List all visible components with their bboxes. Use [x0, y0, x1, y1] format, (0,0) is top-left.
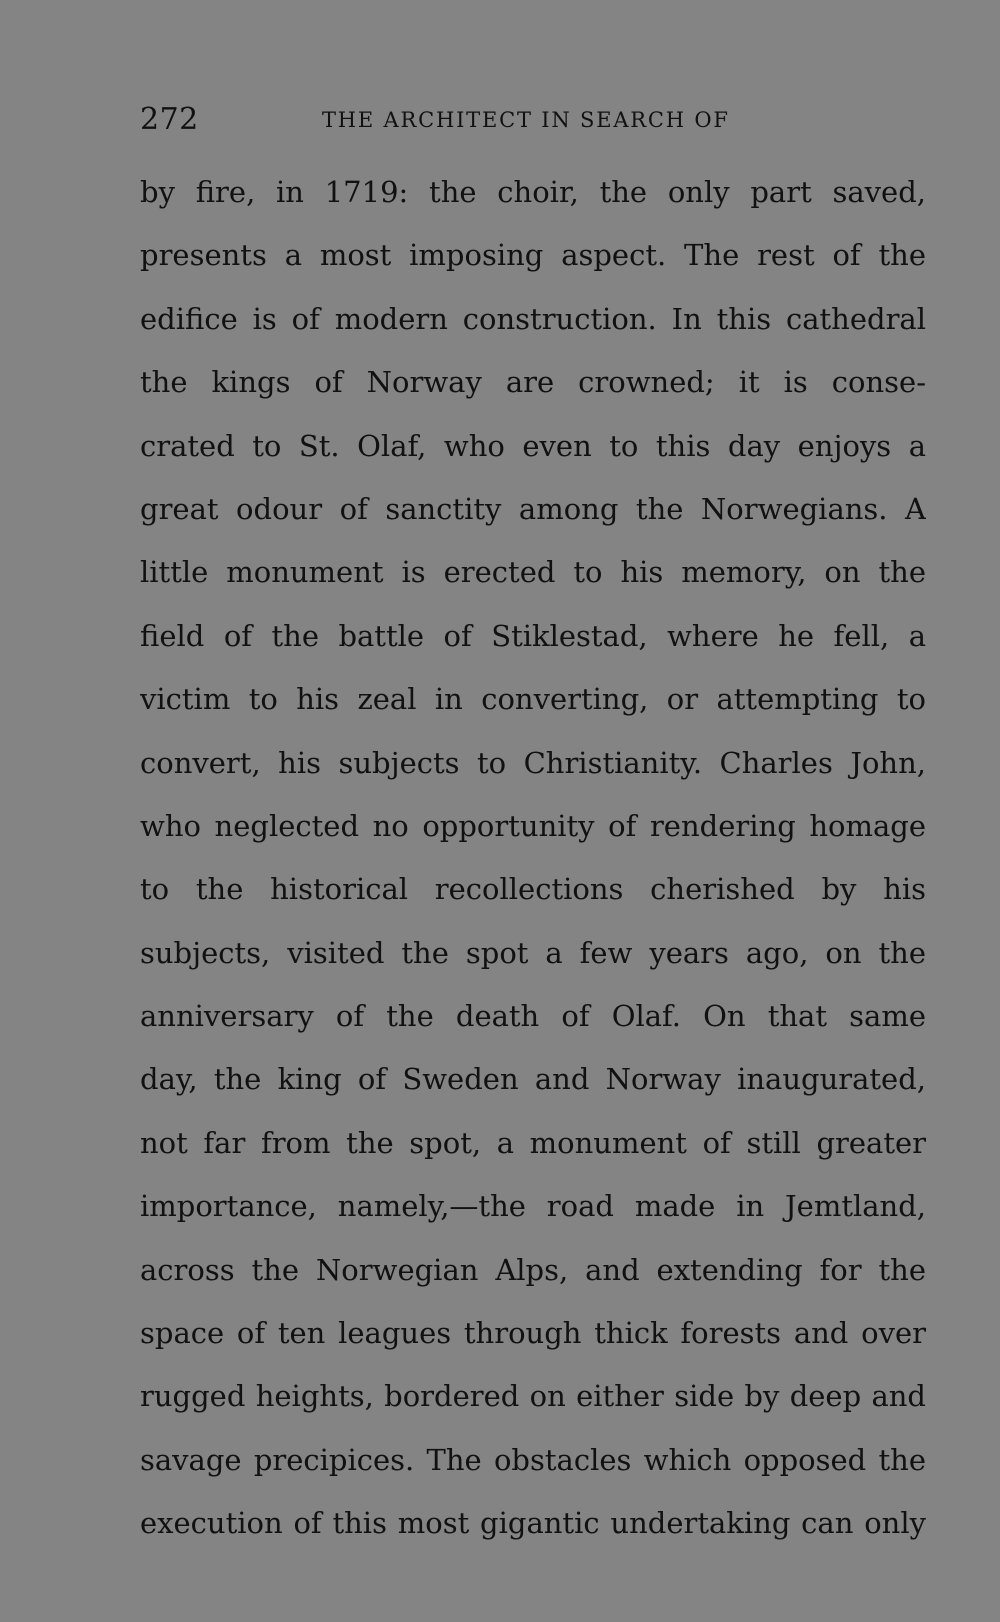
- text-line: anniversary of the death of Olaf. On that same: [140, 999, 926, 1034]
- text-line: not far from the spot, a monument of still greater: [140, 1125, 926, 1160]
- text-line: savage precipices. The obstacles which opposed the: [140, 1442, 926, 1477]
- body-text: [140, 161, 926, 1556]
- text-line: who neglected no opportunity of rendering homage: [140, 808, 926, 843]
- text-line: convert, his subjects to Christianity. Charles John,: [140, 745, 926, 780]
- text-line: importance, namely,—the road made in Jemtland,: [140, 1189, 926, 1224]
- text-line: space of ten leagues through thick forests and over: [140, 1316, 926, 1351]
- text-line: the kings of Norway are crowned; it is conse-: [140, 365, 926, 400]
- text-line: rugged heights, bordered on either side by deep and: [140, 1379, 926, 1414]
- text-line: great odour of sanctity among the Norwegians. A: [140, 491, 926, 526]
- text-line: presents a most imposing aspect. The rest of the: [140, 238, 926, 273]
- text-line: little monument is erected to his memory, on the: [140, 555, 926, 590]
- text-line: execution of this most gigantic undertaking can only: [140, 1506, 926, 1541]
- text-line: by fire, in 1719: the choir, the only part saved,: [140, 175, 926, 209]
- running-title: THE ARCHITECT IN SEARCH OF: [322, 108, 730, 132]
- page-header: [140, 98, 926, 142]
- text-line: subjects, visited the spot a few years ago, on the: [140, 935, 926, 970]
- text-line: victim to his zeal in converting, or attempting to: [140, 682, 926, 717]
- text-line: field of the battle of Stiklestad, where he fell, a: [140, 618, 926, 653]
- text-line: day, the king of Sweden and Norway inaugurated,: [140, 1062, 926, 1097]
- text-line: to the historical recollections cherished by his: [140, 872, 926, 907]
- text-line: edifice is of modern construction. In this cathedral: [140, 301, 926, 336]
- text-line: across the Norwegian Alps, and extending for the: [140, 1252, 926, 1287]
- page-number: 272: [140, 102, 199, 137]
- text-line: crated to St. Olaf, who even to this day enjoys a: [140, 428, 926, 463]
